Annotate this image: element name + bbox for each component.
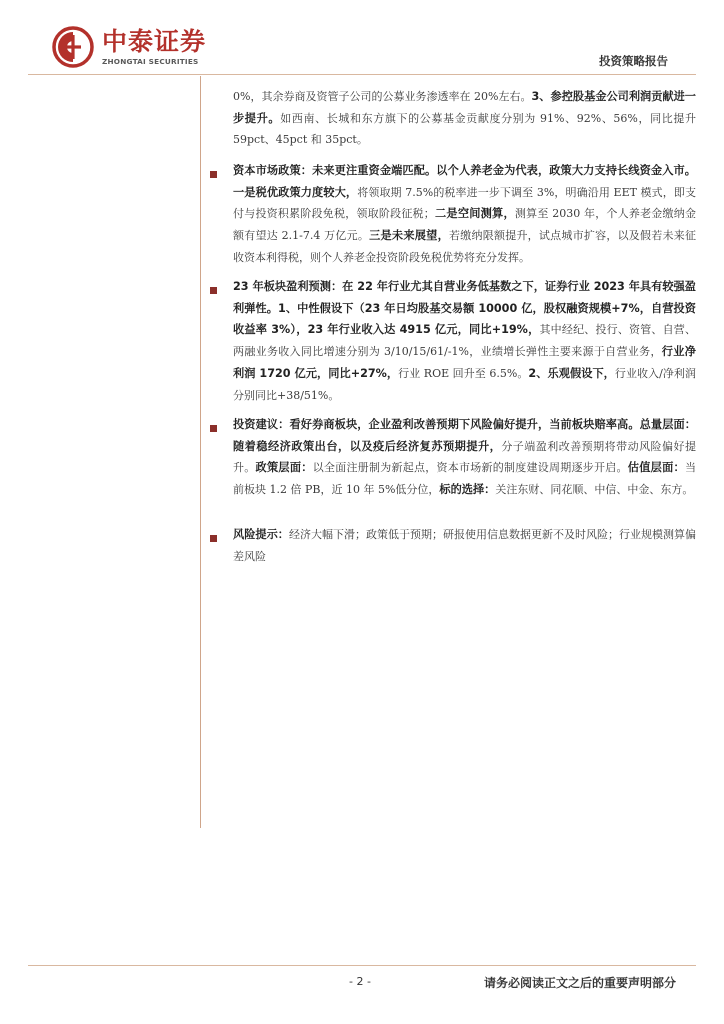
bullet-marker: [210, 535, 217, 542]
text-run: 测算至 2030 年，个人养老金缴纳金额有望达 2.1-7.4 万亿元。: [233, 207, 696, 243]
bold-text-run: 资本市场政策：未来更注重资金端匹配。以个人养老金为代表，政策大力支持长线资金入市。: [233, 164, 696, 177]
paragraph-risk-warning: [233, 524, 696, 567]
bullet-marker: [210, 171, 217, 178]
bold-text-run: 投资建议：看好券商板块，企业盈利改善预期下风险偏好提升，当前板块赔率高。总量层面：随着稳经济政策出台，以及疫后经济复苏预期提升，: [233, 418, 696, 453]
header-divider: [28, 74, 696, 75]
logo-english-name: ZHONGTAI SECURITIES: [102, 56, 199, 66]
bold-text-run: 三是未来展望，: [369, 229, 450, 243]
text-run: 行业收入/净利润分别同比+38/51%。: [233, 366, 696, 402]
text-run: 当前板块 1.2 倍 PB，近 10 年 5%低分位，: [233, 461, 696, 497]
left-margin-rule: [200, 76, 201, 828]
bold-text-run: 估值层面：: [627, 461, 685, 475]
page-header: [0, 0, 724, 80]
bold-text-run: 二是空间测算，: [434, 207, 515, 221]
bold-text-run: 2、乐观假设下，: [528, 366, 615, 380]
footer-divider: [28, 965, 696, 966]
zhongtai-logo-icon: [52, 26, 94, 68]
text-run: 以全面注册制为新起点，资本市场新的制度建设周期逐步开启。: [312, 461, 628, 475]
text-run: 0%，其余券商及资管子公司的公募业务渗透率在 20%左右。: [233, 90, 532, 103]
bold-text-run: 行业净利润 1720 亿元，同比+27%，: [233, 345, 696, 380]
paragraph-fund-contribution: [233, 86, 696, 151]
report-type-label: 投资策略报告: [599, 54, 668, 68]
footer-disclaimer: 请务必阅读正文之后的重要声明部分: [483, 976, 676, 990]
paragraph-investment-advice: [233, 414, 696, 501]
bold-text-run: 一是税优政策力度较大，: [233, 185, 358, 199]
text-run: 如西南、长城和东方旗下的公募基金贡献度分别为 91%、92%、56%，同比提升 59pct、45pct 和 35pct。: [233, 111, 696, 147]
page-number: - 2 -: [349, 975, 371, 988]
text-run: 分子端盈利改善预期将带动风险偏好提升。: [233, 439, 696, 475]
bullet-marker: [210, 425, 217, 432]
text-run: 行业 ROE 回升至 6.5%。: [398, 366, 529, 380]
text-run: 将领取期 7.5%的税率进一步下调至 3%，明确沿用 EET 模式，即支付与投资积累阶段免税，领取阶段征税；: [233, 185, 696, 221]
text-run: 关注东财、同花顺、中信、中金、东方。: [495, 483, 694, 497]
text-run: 经济大幅下滑；政策低于预期；研报使用信息数据更新不及时风险；行业规模测算偏差风险: [233, 528, 696, 563]
paragraph-capital-market-policy: [233, 160, 696, 269]
logo-chinese-name: 中泰证券: [102, 26, 207, 56]
bold-text-run: 政策层面：: [255, 461, 313, 475]
paragraph-profit-forecast: [233, 276, 696, 406]
bold-text-run: 标的选择：: [439, 483, 496, 497]
company-logo: [52, 26, 206, 68]
bold-text-run: 风险提示：: [233, 528, 289, 541]
bold-text-run: 3、参控股基金公司利润贡献进一步提升。: [233, 90, 696, 125]
text-run: 其中经纪、投行、资管、自营、两融业务收入同比增速分别为 3/10/15/61/-1%，业绩增长弹性主要来源于自营业务，: [233, 323, 696, 359]
bold-text-run: 23 年板块盈利预测：在 22 年行业尤其自营业务低基数之下，证券行业 2023 年具有较强盈利弹性。1、中性假设下（23 年日均股基交易额 10000 亿，股权融资规模+7%，自营投资收益率 3%），23 年行业收入达 4915 亿元，同比+19%，: [233, 280, 696, 337]
bullet-marker: [210, 287, 217, 294]
text-run: 若缴纳限额提升，试点城市扩容，以及假若未来征收资本利得税，则个人养老金投资阶段免税优势将充分发挥。: [233, 229, 696, 264]
